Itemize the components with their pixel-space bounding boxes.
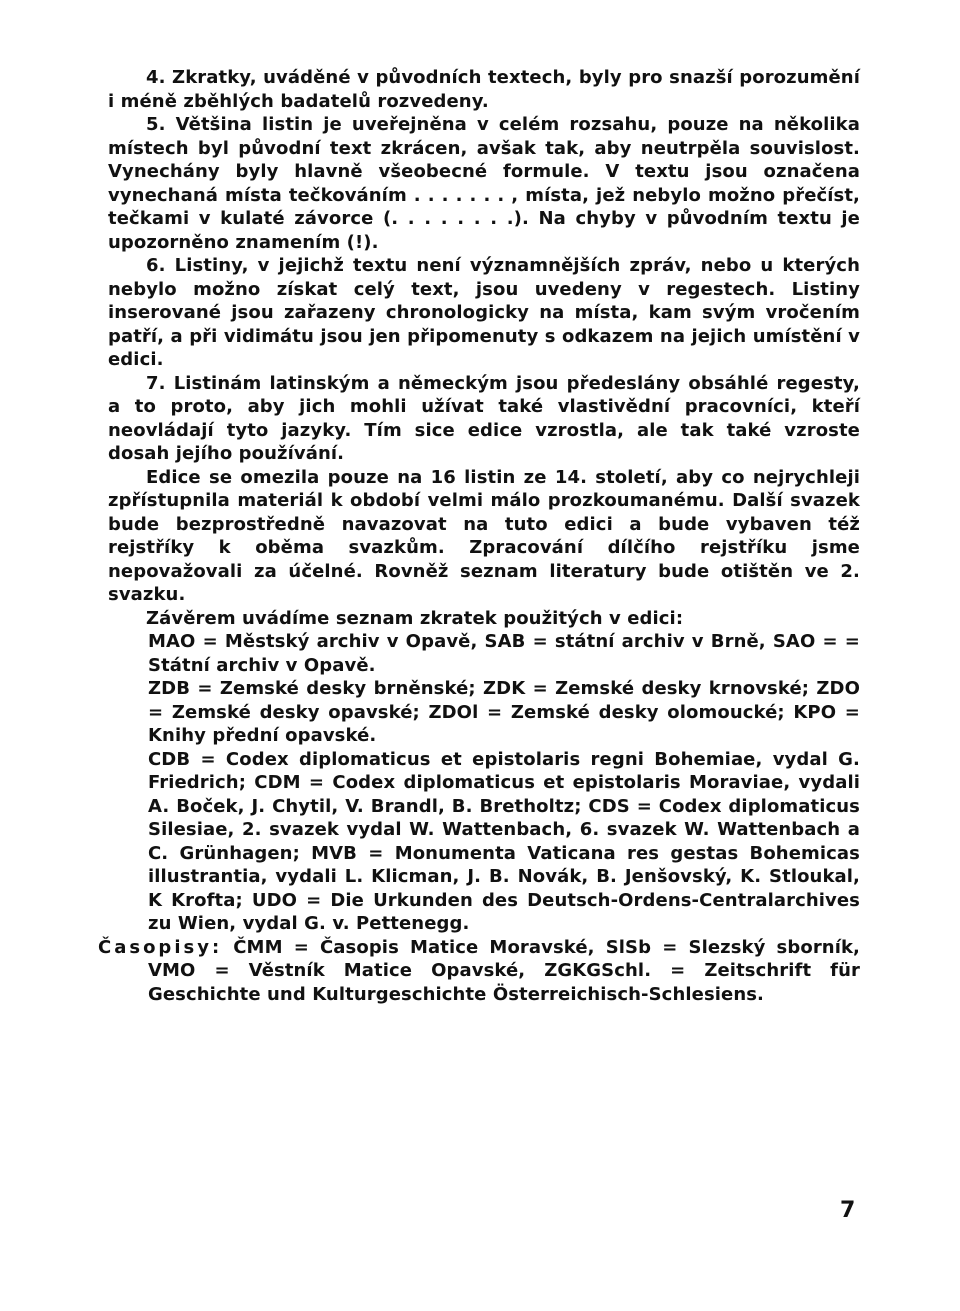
paragraph-5: 5. Většina listin je uveřejněna v celém rozsahu, pouze na několika místech byl původní text zkrácen, avšak tak, aby neutrpěla souvislost. Vynechány byly hlavně všeobecné formule. V textu jsou označena vynechaná místa tečkováním . . . . . . . , místa, jež nebylo možno přečíst, tečkami v kulaté závorce (. . . . . . . .). Na chyby v původním textu je upozorněno znamením (!). xyxy=(108,114,860,253)
paragraph-7: 7. Listinám latinským a německým jsou předeslány obsáhlé regesty, a to proto, aby jich mohli užívat také vlastivědní pracovníci, kteří neovládají tyto jazyky. Tím sice edice vzrostla, ale tak také vzroste dosah jejího používání. xyxy=(108,372,860,464)
abbreviation-archives: MAO = Městský archiv v Opavě, SAB = státní archiv v Brně, SAO = = Státní archiv v Opavě. xyxy=(148,631,860,676)
periodicals-entry xyxy=(98,936,860,1007)
paragraph-edition: Edice se omezila pouze na 16 listin ze 14. století, aby co nejrychleji zpřístupnila materiál k období velmi málo prozkoumanému. Další svazek bude bezprostředně navazovat na tuto edici a bude vybaven též rejstříky k oběma svazkům. Zpracování dílčího rejstříku jsme nepovažovali za účelné. Rovněž seznam literatury bude otištěn ve 2. svazku. xyxy=(108,466,860,605)
abbreviation-land-records: ZDB = Zemské desky brněnské; ZDK = Zemské desky krnovské; ZDO = Zemské desky opavské; ZDOl = Zemské desky olomoucké; KPO = Knihy přední opavské. xyxy=(148,678,860,746)
periodicals-label: Časopisy: xyxy=(98,936,223,958)
page-number: 7 xyxy=(840,1198,856,1223)
paragraph-4: 4. Zkratky, uváděné v původních textech, byly pro snazší porozumění i méně zběhlých badatelů rozvedeny. xyxy=(108,67,860,112)
body-text xyxy=(98,66,860,1006)
paragraph-6: 6. Listiny, v jejichž textu není významnějších zpráv, nebo u kterých nebylo možno získat celý text, jsou uvedeny v regestech. Listiny inserované jsou zařazeny chronologicky na místa, kam svým vročením patří, a při vidimátu jsou jen připomenuty s odkazem na jejich umístění v edici. xyxy=(108,255,860,370)
abbreviation-codices: CDB = Codex diplomaticus et epistolaris regni Bohemiae, vydal G. Friedrich; CDM = Codex diplomaticus et epistolaris Moraviae, vydali A. Boček, J. Chytil, V. Brandl, B. Bretholtz; CDS = Codex diplomaticus Silesiae, 2. svazek vydal W. Wattenbach, 6. svazek W. Wattenbach a C. Grünhagen; MVB = Monumenta Vaticana res gestas Bohemicas illustrantia, vydali L. Klicman, J. B. Novák, B. Jenšovský, K. Stloukal, K Krofta; UDO = Die Urkunden des Deutsch-Ordens-Centralarchives zu Wien, vydal G. v. Pettenegg. xyxy=(148,748,860,934)
periodicals-text: ČMM = Časopis Matice Moravské, SlSb = Slezský sborník, VMO = Věstník Matice Opavské, ZGKGSchl. = Zeitschrift für Geschichte und Kulturgeschichte Österreichisch-Schlesiens. xyxy=(148,936,860,1005)
abbreviations-intro: Závěrem uvádíme seznam zkratek použitých v edici: xyxy=(146,607,684,629)
